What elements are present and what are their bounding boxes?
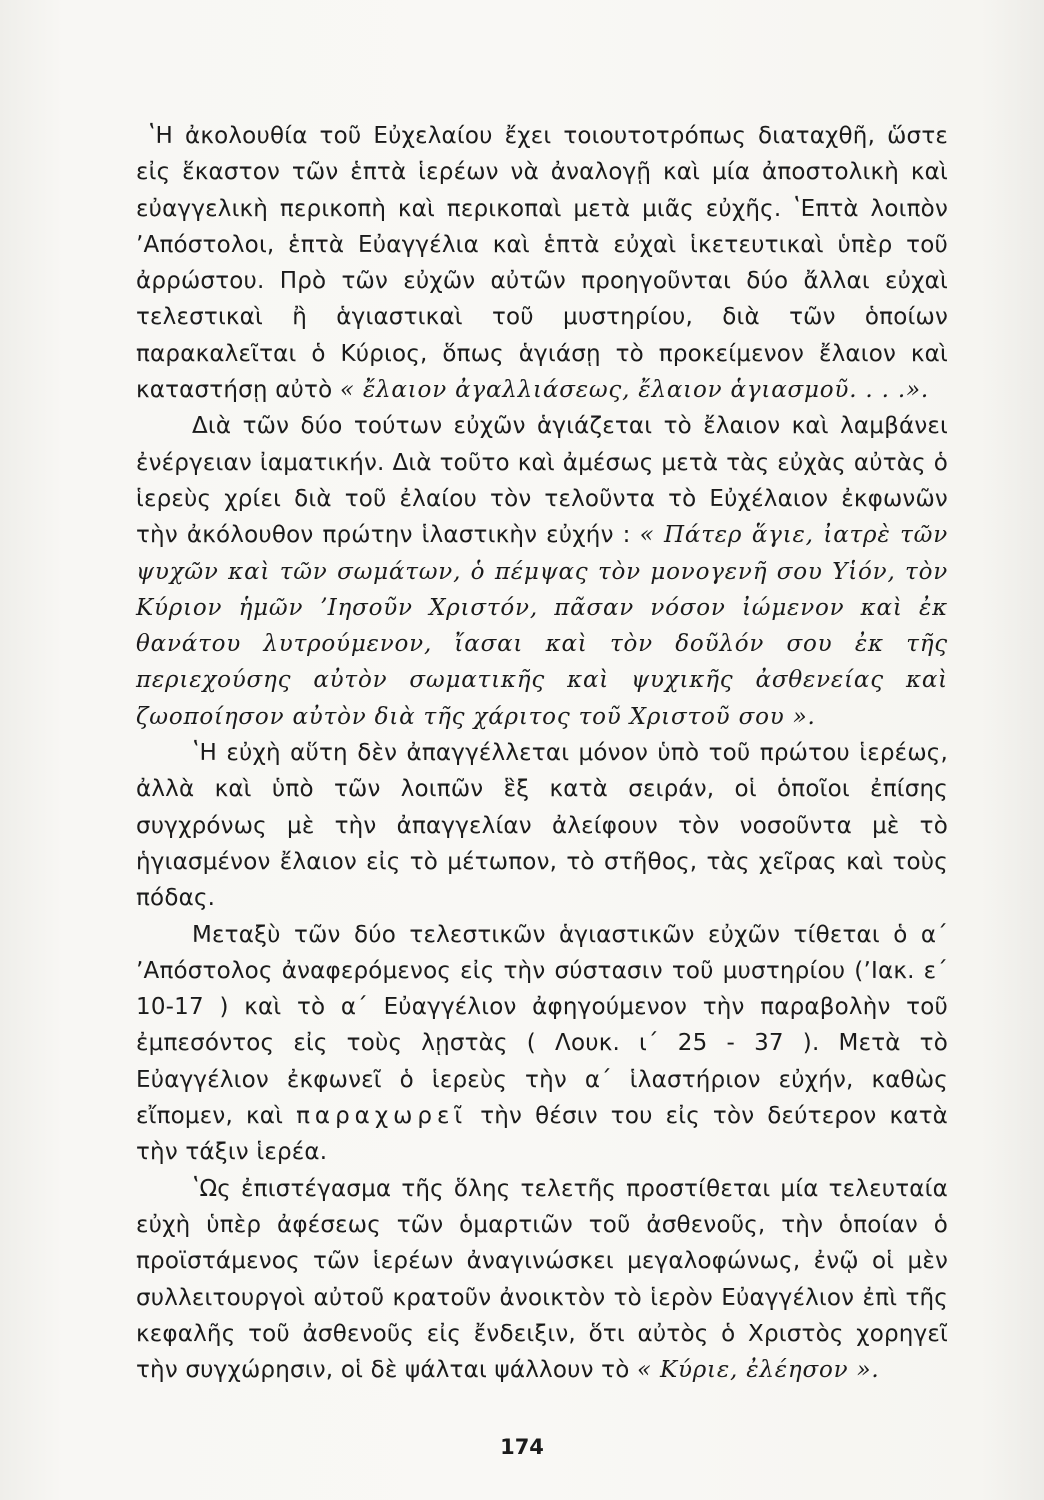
emphasized-spaced-text: παραχωρεῖ	[296, 1103, 468, 1130]
page-number: 174	[500, 1435, 544, 1459]
quoted-prayer-text: « Πάτερ ἅγιε, ἰατρὲ τῶν ψυχῶν καὶ τῶν σωμάτων, ὁ πέμψας τὸν μονογενῆ σου Υἱόν, τὸν Κύριον ἡμῶν ʼΙησοῦν Χριστόν, πᾶσαν νόσον ἰώμενον καὶ ἐκ θανάτου λυτρούμενον, ἴασαι καὶ τὸν δοῦλόν σου ἐκ τῆς περιεχούσης αὐτὸν σωματικῆς καὶ ψυχικῆς ἀσθενείας καὶ ζωοποίησον αὐτὸν διὰ τῆς χάριτος τοῦ Χριστοῦ σου ».	[136, 522, 948, 730]
paragraph-text: Μεταξὺ τῶν δύο τελεστικῶν ἁγιαστικῶν εὐχῶν τίθεται ὁ α΄ ʼΑπόστολος ἀναφερόμενος εἰς τὴν σύστασιν τοῦ μυστηρίου (ʼΙακ. ε΄ 10-17 ) καὶ τὸ α΄ Εὐαγγέλιον ἀφηγούμενον τὴν παραβολὴν τοῦ ἐμπεσόντος εἰς τοὺς λῃστὰς ( Λουκ. ι΄ 25 - 37 ). Μετὰ τὸ Εὐαγγέλιον ἐκφωνεῖ ὁ ἱερεὺς τὴν α΄ ἱλαστήριον εὐχήν, καθὼς εἴπομεν, καὶ	[136, 921, 948, 1130]
paragraph-text: Διὰ τῶν δύο τούτων εὐχῶν ἁγιάζεται τὸ ἔλαιον καὶ λαμβάνει ἐνέργειαν ἰαματικήν. Διὰ τοῦτο καὶ ἀμέσως μετὰ τὰς εὐχὰς αὐτὰς ὁ ἱερεὺς χρίει διὰ τοῦ ἐλαίου τὸν τελοῦντα τὸ Εὐχέλαιον ἐκφωνῶν τὴν ἀκόλουθον πρώτην ἱλαστικὴν εὐχήν :	[136, 413, 948, 549]
paragraph	[136, 917, 948, 1171]
paragraph	[136, 735, 948, 916]
paragraph-text: ʽΩς ἐπιστέγασμα τῆς ὅλης τελετῆς προστίθεται μία τελευταία εὐχὴ ὑπὲρ ἀφέσεως τῶν ὁμαρτιῶν τοῦ ἀσθενοῦς, τὴν ὁποίαν ὁ προϊστάμενος τῶν ἱερέων ἀναγινώσκει μεγαλοφώνως, ἐνῷ οἱ μὲν συλλειτουργοὶ αὐτοῦ κρατοῦν ἀνοικτὸν τὸ ἱερὸν Εὐαγγέλιον ἐπὶ τῆς κεφαλῆς τοῦ ἀσθενοῦς εἰς ἔνδειξιν, ὅτι αὐτὸς ὁ Χριστὸς χορηγεῖ τὴν συγχώρησιν, οἱ δὲ ψάλται ψάλλουν τὸ	[136, 1175, 948, 1384]
paragraph-text: ʽΗ ἀκολουθία τοῦ Εὐχελαίου ἔχει τοιουτοτρόπως διαταχθῆ, ὥστε εἰς ἕκαστον τῶν ἑπτὰ ἱερέων νὰ ἀναλογῇ καὶ μία ἀποστολικὴ καὶ εὐαγγελικὴ περικοπὴ καὶ περικοπαὶ μετὰ μιᾶς εὐχῆς. ʽΕπτὰ λοιπὸν ʼΑπόστολοι, ἑπτὰ Εὐαγγέλια καὶ ἑπτὰ εὐχαὶ ἱκετευτικαὶ ὑπὲρ τοῦ ἀρρώστου. Πρὸ τῶν εὐχῶν αὐτῶν προηγοῦνται δύο ἄλλαι εὐχαὶ τελεστικαὶ ἢ ἁγιαστικαὶ τοῦ μυστηρίου, διὰ τῶν ὁποίων παρακαλεῖται ὁ Κύριος, ὅπως ἁγιάσῃ τὸ προκείμενον ἔλαιον καὶ καταστήσῃ αὐτὸ	[136, 123, 948, 404]
paragraph-text: ʽΗ εὐχὴ αὕτη δὲν ἀπαγγέλλεται μόνον ὑπὸ τοῦ πρώτου ἱερέως, ἀλλὰ καὶ ὑπὸ τῶν λοιπῶν ἓξ κατὰ σειράν, οἱ ὁποῖοι ἐπίσης συγχρόνως μὲ τὴν ἀπαγγελίαν ἀλείφουν τὸν νοσοῦντα μὲ τὸ ἡγιασμένον ἔλαιον εἰς τὸ μέτωπον, τὸ στῆθος, τὰς χεῖρας καὶ τοὺς πόδας.	[136, 740, 948, 912]
paragraph	[136, 118, 948, 408]
paragraph	[136, 408, 948, 735]
paragraph	[136, 1171, 948, 1389]
page-body-text	[136, 118, 948, 1388]
quoted-prayer-text: « Κύριε, ἐλέησον ».	[636, 1357, 880, 1384]
quoted-prayer-text: « ἔλαιον ἀγαλλιάσεως, ἔλαιον ἁγιασμοῦ. . . .».	[339, 377, 929, 404]
paragraph-text: τὴν θέσιν του εἰς τὸν δεύτερον κατὰ τὴν τάξιν ἱερέα.	[136, 1103, 948, 1166]
